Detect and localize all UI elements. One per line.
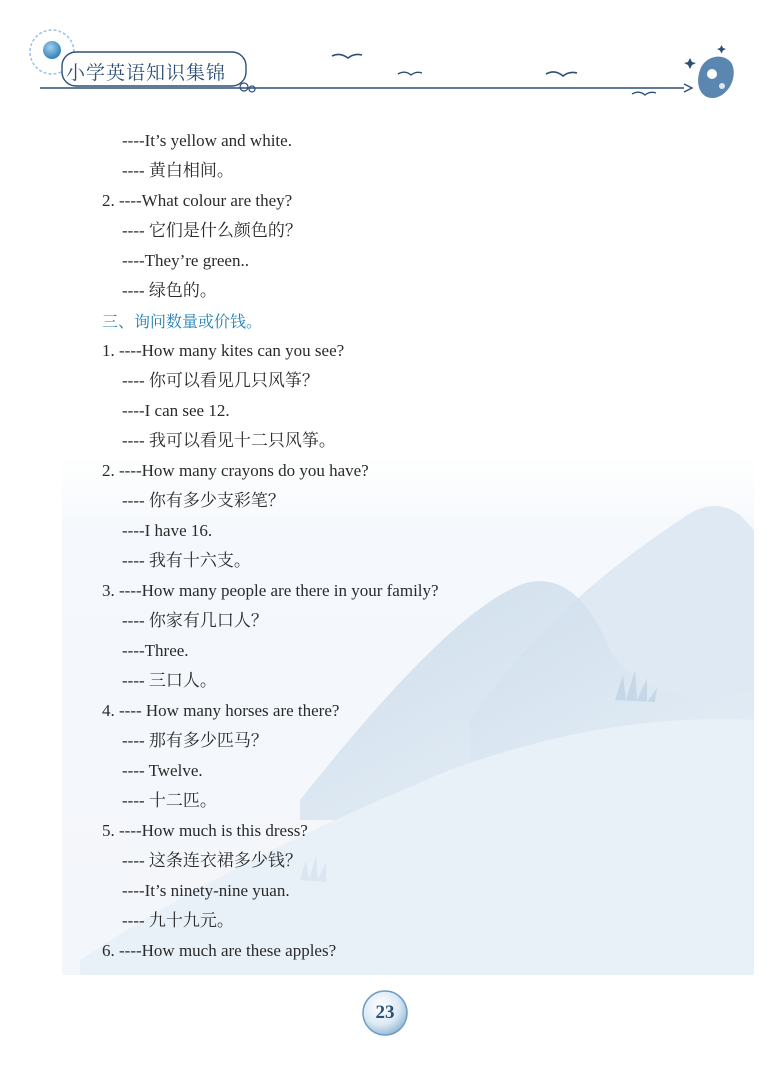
text-line: ---- 绿色的。 — [122, 281, 217, 300]
text-line: ---- 黄白相间。 — [122, 161, 234, 180]
text-line: 3. ----How many people are there in your family? — [102, 581, 439, 600]
section-heading: 三、询问数量或价钱。 — [102, 312, 263, 331]
text-line: 6. ----How much are these apples? — [102, 941, 337, 960]
text-line: ----Three. — [122, 641, 189, 660]
text-line: ---- 九十九元。 — [122, 911, 234, 930]
text-line: ---- 那有多少匹马？ — [122, 731, 268, 750]
text-line: 2. ----What colour are they? — [102, 191, 293, 210]
book-title: 小学英语知识集锦 — [66, 62, 227, 84]
text-line: ---- 它们是什么颜色的？ — [122, 221, 302, 240]
text-line: ---- 这条连衣裙多少钱？ — [122, 851, 302, 870]
text-line: ---- 你有多少支彩笔？ — [122, 491, 285, 510]
page-number: 23 — [375, 1002, 395, 1023]
text-line: ---- 你可以看见几只风筝？ — [122, 371, 319, 390]
text-line: ---- Twelve. — [122, 761, 203, 780]
text-line: 4. ---- How many horses are there? — [102, 701, 340, 720]
text-line: 1. ----How many kites can you see? — [102, 341, 345, 360]
text-line: ----I can see 12. — [122, 401, 230, 420]
text-line: ----It’s ninety-nine yuan. — [122, 881, 290, 900]
text-line: 5. ----How much is this dress? — [102, 821, 308, 840]
text-line: ---- 我有十六支。 — [122, 551, 251, 570]
text-line: 2. ----How many crayons do you have? — [102, 461, 369, 480]
text-line: ----It’s yellow and white. — [122, 131, 292, 150]
text-line: ---- 我可以看见十二只风筝。 — [122, 431, 336, 450]
text-line: ---- 你家有几口人？ — [122, 611, 268, 630]
text-line: ---- 十二匹。 — [122, 791, 217, 810]
text-line: ----I have 16. — [122, 521, 213, 540]
text-line: ---- 三口人。 — [122, 671, 217, 690]
text-line: ----They’re green.. — [122, 251, 249, 270]
